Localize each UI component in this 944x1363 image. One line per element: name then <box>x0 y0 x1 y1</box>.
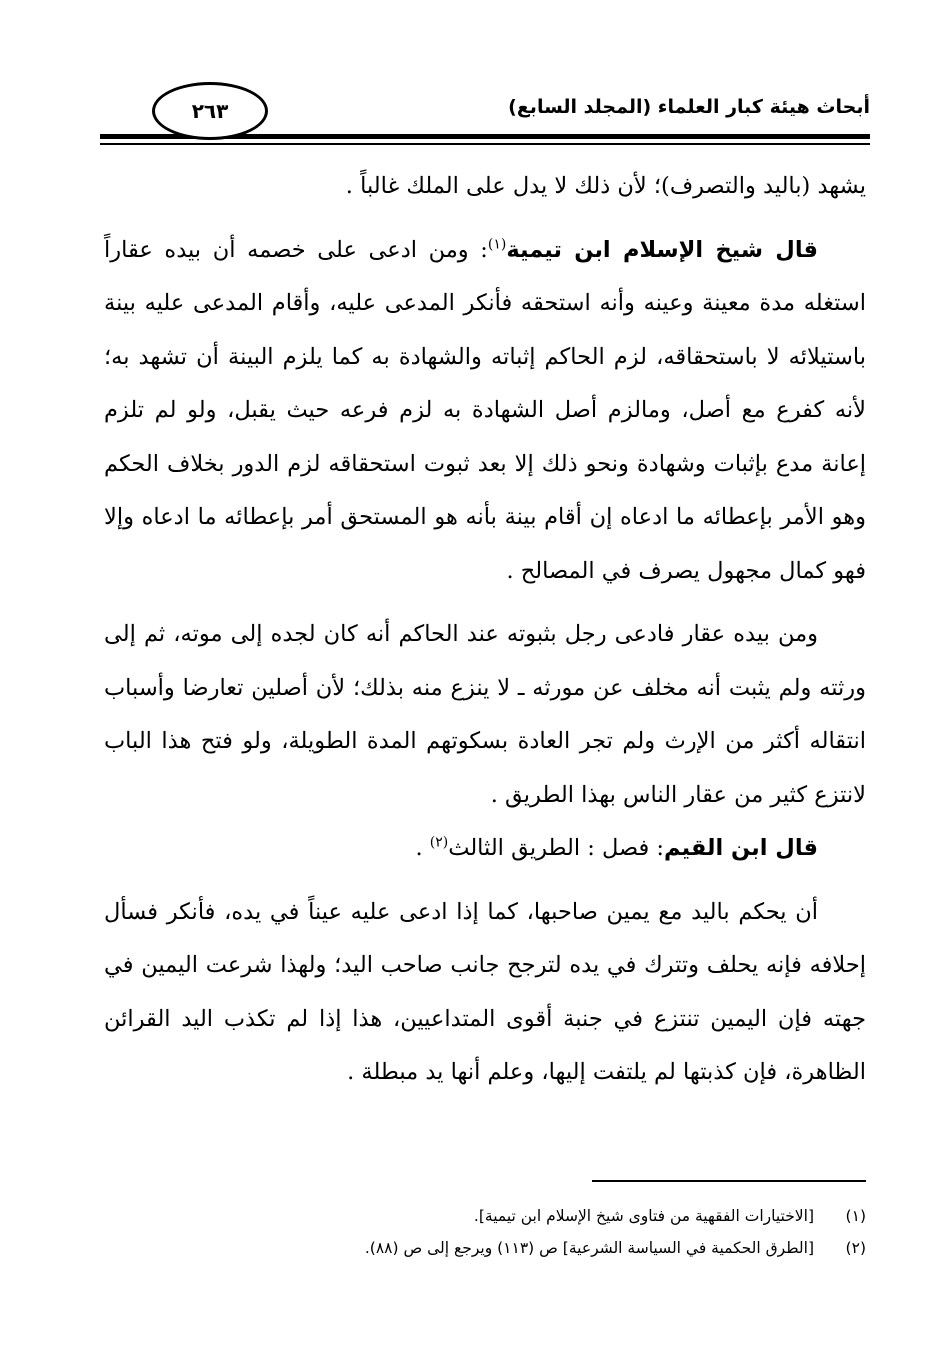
footnote-1 <box>104 1200 866 1232</box>
paragraph-1: يشهد (باليد والتصرف)؛ لأن ذلك لا يدل على الملك غالباً . <box>345 173 866 199</box>
footnote-ref-2: (٢) <box>429 834 449 851</box>
footnote-number: (٢) <box>845 1239 866 1257</box>
paragraph-2 <box>104 224 866 599</box>
footnote-separator <box>592 1180 866 1182</box>
header-rule-thin <box>100 143 870 145</box>
footnote-text: [الاختيارات الفقهية من فتاوى شيخ الإسلام ابن تيمية]. <box>473 1207 814 1225</box>
paragraph-2-text: : ومن ادعى على خصمه أن بيده عقاراً استغله مدة معينة وعينه وأنه استحقه فأنكر المدعى عليه، وأقام المدعى عليه بينة باستيلائه لا باستحقاقه، لزم الحاكم إثباته والشهادة به كما يلزم البينة أن تشهد به؛ لأنه كفرع مع أصل، ومالزم أصل الشهادة به لزم فرعه حيث يقبل، ولو لم تلزم إعانة مدع بإثبات وشهادة ونحو ذلك إلا بعد ثبوت استحقاقه لزم الدور بخلاف الحكم وهو الأمر بإعطائه ما ادعاه إن أقام بينة بأنه هو المستحق أمر بإعطائه ما ادعاه وإلا فهو كمال مجهول يصرف في المصالح . <box>104 236 866 584</box>
page-header <box>100 82 870 142</box>
paragraph-4-end: . <box>415 835 430 861</box>
quote-author-ibn-taymiyya: قال شيخ الإسلام ابن تيمية <box>506 236 819 263</box>
running-header-title: أبحاث هيئة كبار العلماء (المجلد السابع) <box>508 96 870 118</box>
footnote-ref-1: (١) <box>487 236 507 252</box>
paragraph-4 <box>104 822 866 876</box>
paragraph-5: أن يحكم باليد مع يمين صاحبها، كما إذا ادعى عليه عيناً في يده، فأنكر فسأل إحلافه فإنه يحلف وتترك في يده لترجح جانب صاحب اليد؛ ولهذا شرعت اليمين في جهته فإن اليمين تنتزع في جنبة أقوى المتداعيين، هذا إذا لم تكذب اليد القرائن الظاهرة، فإن كذبتها لم يلتفت إليها، وعلم أنها يد مبطلة . <box>104 898 866 1085</box>
body-text <box>104 160 866 1100</box>
paragraph-3: ومن بيده عقار فادعى رجل بثبوته عند الحاكم أنه كان لجده إلى موته، ثم إلى ورثته ولم يثبت أنه مخلف عن مورثه ـ لا ينزع منه بذلك؛ لأن أصلين تعارضا وأسباب انتقاله أكثر من الإرث ولم تجر العادة بسكوتهم المدة الطويلة، ولو فتح هذا الباب لانتزع كثير من عقار الناس بهذا الطريق . <box>104 621 866 808</box>
footnotes <box>104 1200 866 1264</box>
page-number: ٢٦٣ <box>191 99 229 123</box>
footnote-2 <box>104 1232 866 1264</box>
footnote-text: [الطرق الحكمية في السياسة الشرعية] ص (١١٣) ويرجع إلى ص (٨٨). <box>364 1239 814 1257</box>
quote-author-ibn-alqayyim: قال ابن القيم <box>664 835 818 861</box>
paragraph-4-text: : فصل : الطريق الثالث <box>448 835 665 861</box>
footnote-number: (١) <box>845 1207 866 1225</box>
page-number-badge <box>152 82 268 140</box>
